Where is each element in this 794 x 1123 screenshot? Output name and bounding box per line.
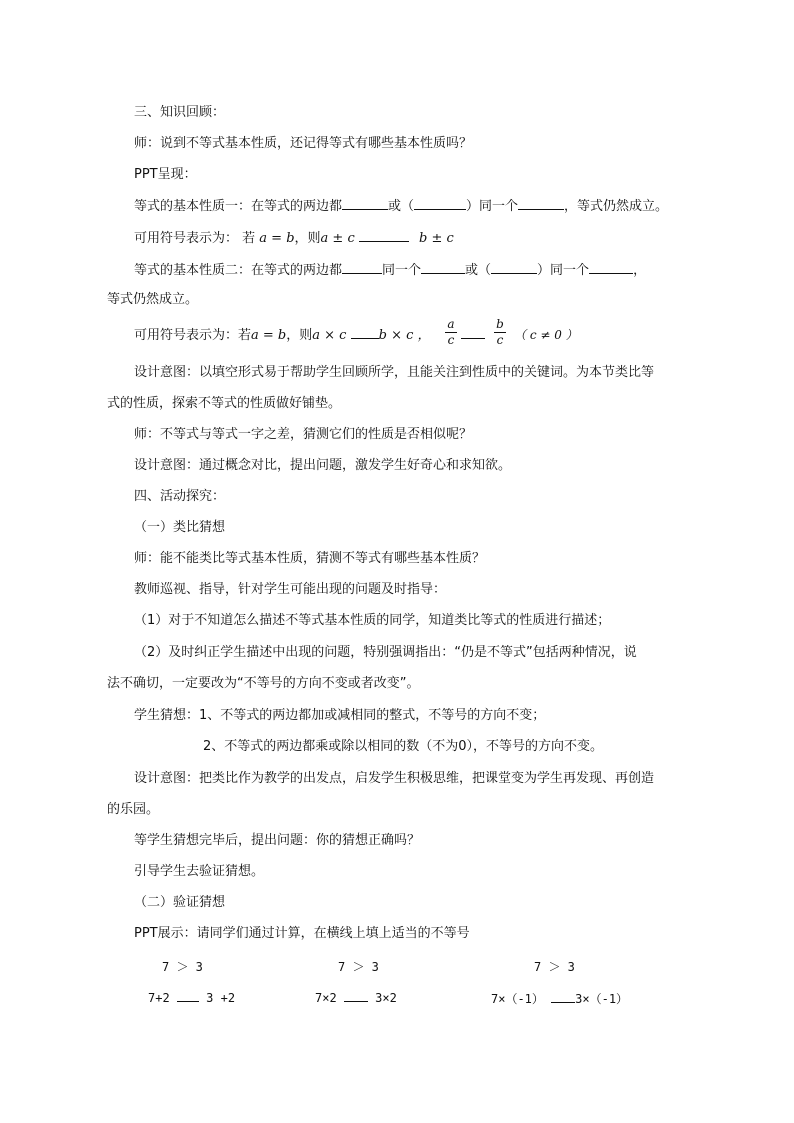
guidance-2-line-1: （2）及时纠正学生描述中出现的问题，特别强调指出：“仍是不等式”包括两种情况，说 <box>134 645 637 660</box>
fill-blank <box>589 262 633 274</box>
example-3-right: 3×（-1） <box>575 992 629 1006</box>
guidance-2-line-2: 法不确切，一定要改为“不等号的方向不变或者改变”。 <box>107 676 420 691</box>
ppt-show-label: PPT呈现： <box>134 167 197 182</box>
example-2-right: 3×2 <box>375 991 397 1005</box>
property-2-text-e: ， <box>633 263 647 278</box>
example-3-left: 7×（-1） <box>491 992 544 1006</box>
fill-blank <box>177 990 199 1002</box>
symbol-1-expr-1: a = b <box>259 231 295 246</box>
section-4-title: 四、活动探究： <box>134 489 226 504</box>
example-1-premise: 7 ＞ 3 <box>162 960 203 974</box>
symbol-line-2 <box>134 327 431 344</box>
symbol-1-expr-2: a ± c <box>320 231 355 246</box>
property-2-text-d: ）同一个 <box>537 263 590 278</box>
symbol-line-1 <box>134 230 454 247</box>
fraction-1-numerator: a <box>447 317 455 331</box>
property-2-line <box>134 262 646 279</box>
fraction-blank-wrap <box>461 327 485 344</box>
fill-blank <box>551 991 575 1003</box>
property-2-text-a: 等式的基本性质二：在等式的两边都 <box>134 263 343 278</box>
property-2-line-2: 等式仍然成立。 <box>107 292 199 307</box>
subsection-1-title: （一）类比猜想 <box>134 520 226 535</box>
symbol-2-expr-2: a × c <box>312 328 347 343</box>
property-1-text-c: ）同一个 <box>466 199 519 214</box>
fill-blank <box>491 262 537 274</box>
teacher-question-2: 师：不等式与等式一字之差，猜测它们的性质是否相似呢？ <box>134 427 473 442</box>
fraction-2-denominator: c <box>496 333 504 347</box>
example-1-left: 7+2 <box>148 991 170 1005</box>
design-intent-2: 设计意图：通过概念对比，提出问题，激发学生好奇心和求知欲。 <box>134 458 512 473</box>
fill-blank <box>351 327 379 339</box>
design-intent-1-line-1: 设计意图：以填空形式易于帮助学生回顾所学，且能关注到性质中的关键词。为本节类比等 <box>134 365 655 380</box>
fill-blank <box>518 198 564 210</box>
example-1-expression <box>148 990 235 1005</box>
subsection-2-title: （二）验证猜想 <box>134 895 226 910</box>
teacher-question-1: 师：说到不等式基本性质，还记得等式有哪些基本性质吗？ <box>134 136 473 151</box>
example-1-right: 3 +2 <box>206 991 236 1005</box>
after-guess-question: 等学生猜想完毕后，提出问题：你的猜想正确吗？ <box>134 833 421 848</box>
property-1-text-b: 或（ <box>388 199 415 214</box>
student-guess-2: 2、不等式的两边都乘或除以相同的数（不为0），不等号的方向不变。 <box>203 739 604 754</box>
property-1-text-d: ，等式仍然成立。 <box>564 199 669 214</box>
student-guess-1: 学生猜想：1、不等式的两边都加或减相同的整式，不等号的方向不变； <box>134 708 546 723</box>
ppt-task: PPT展示：请同学们通过计算，在横线上填上适当的不等号 <box>134 926 470 941</box>
symbol-2-mid: ，则 <box>286 328 313 343</box>
fraction-1-denominator: c <box>447 333 455 347</box>
symbol-1-lead: 可用符号表示为： 若 <box>134 231 256 246</box>
fill-blank <box>344 990 368 1002</box>
design-intent-1-line-2: 式的性质，探索不等式的性质做好铺垫。 <box>107 396 342 411</box>
property-2-text-c: 或（ <box>465 263 492 278</box>
section-3-title: 三、知识回顾： <box>134 105 226 120</box>
property-1-line <box>134 198 668 215</box>
example-2-left: 7×2 <box>315 991 337 1005</box>
fraction-2-numerator: b <box>496 317 504 331</box>
example-2-expression <box>315 990 397 1005</box>
symbol-2-lead: 可用符号表示为：若 <box>134 328 252 343</box>
fill-blank <box>342 262 382 274</box>
symbol-2-expr-1: a = b <box>251 328 287 343</box>
fraction-b-over-c <box>494 318 506 347</box>
nonzero-condition: （ c ≠ 0 ） <box>514 328 578 342</box>
fill-blank <box>421 262 465 274</box>
design-intent-3-line-2: 的乐园。 <box>107 802 160 817</box>
design-intent-3-line-1: 设计意图：把类比作为教学的出发点，启发学生积极思维，把课堂变为学生再发现、再创造 <box>134 771 655 786</box>
example-3-expression <box>491 990 628 1007</box>
fill-blank <box>359 230 409 242</box>
symbol-1-mid: ，则 <box>294 231 321 246</box>
symbol-2-expr-3: b × c ， <box>378 328 431 343</box>
example-2-premise: 7 ＞ 3 <box>338 960 379 974</box>
example-3-premise: 7 ＞ 3 <box>534 960 575 974</box>
fill-blank <box>342 198 388 210</box>
fill-blank <box>414 198 466 210</box>
teacher-patrol: 教师巡视、指导，针对学生可能出现的问题及时指导： <box>134 582 447 597</box>
property-2-text-b: 同一个 <box>382 263 422 278</box>
lead-to-verify: 引导学生去验证猜想。 <box>134 864 265 879</box>
property-1-text-a: 等式的基本性质一：在等式的两边都 <box>134 199 343 214</box>
fraction-a-over-c <box>445 318 457 347</box>
fill-blank <box>461 327 485 339</box>
symbol-1-expr-3: b ± c <box>419 231 454 246</box>
guidance-1: （1）对于不知道怎么描述不等式基本性质的同学，知道类比等式的性质进行描述； <box>134 613 611 628</box>
teacher-question-3: 师：能不能类比等式基本性质，猜测不等式有哪些基本性质？ <box>134 551 486 566</box>
